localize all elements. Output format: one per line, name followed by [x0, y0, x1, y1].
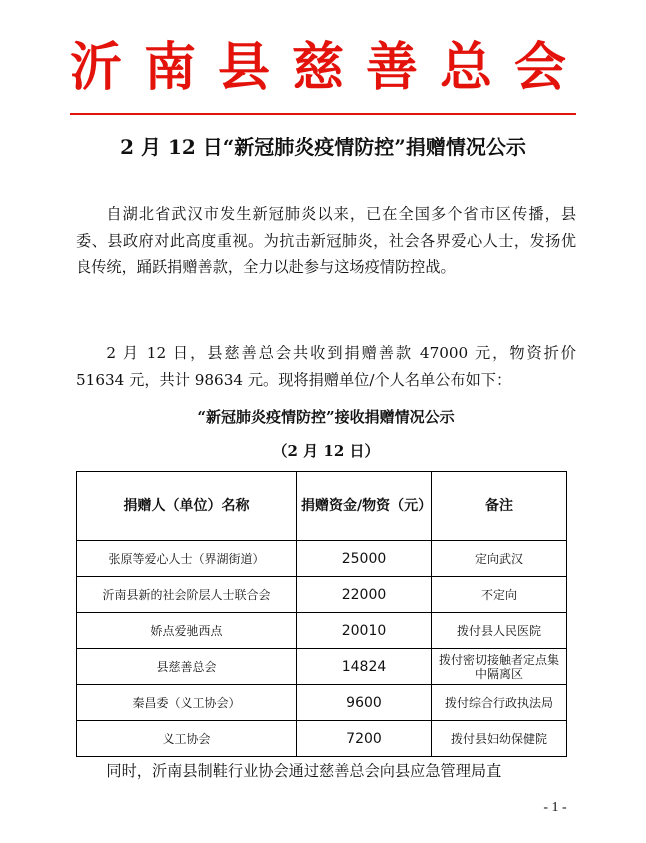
amount-cell: 7200: [297, 721, 432, 757]
note-cell: 定向武汉: [432, 541, 567, 577]
table-header-row: [77, 472, 567, 541]
summary-paragraph: 2 月 12 日，县慈善总会共收到捐赠善款 47000 元，物资折价 51634 元，共计 98634 元。现将捐赠单位/个人名单公布如下：: [76, 344, 576, 389]
amount-cell: 22000: [297, 577, 432, 613]
donor-name-cell: 张原等爱心人士（界湖街道）: [77, 541, 297, 577]
column-header-donor: 捐赠人（单位）名称: [77, 472, 297, 541]
table-row: [77, 577, 567, 613]
donor-name-cell: 县慈善总会: [77, 649, 297, 685]
page-number: - 1 -: [543, 800, 567, 815]
note-cell: 拨付密切接触者定点集中隔离区: [432, 649, 567, 685]
note-cell: 不定向: [432, 577, 567, 613]
red-divider-line: [70, 113, 576, 115]
note-cell: 拨付县妇幼保健院: [432, 721, 567, 757]
donor-name-cell: 娇点爱驰西点: [77, 613, 297, 649]
donor-name-cell: 义工协会: [77, 721, 297, 757]
table-row: [77, 721, 567, 757]
note-cell: 拨付综合行政执法局: [432, 685, 567, 721]
letterhead: 沂南县慈善总会: [70, 37, 589, 98]
donor-name-cell: 沂南县新的社会阶层人士联合会: [77, 577, 297, 613]
document-title: 2 月 12 日“新冠肺炎疫情防控”捐赠情况公示: [120, 135, 526, 159]
column-header-note: 备注: [432, 472, 567, 541]
column-header-amount: 捐赠资金/物资（元）: [297, 472, 432, 541]
table-row: [77, 613, 567, 649]
intro-paragraph: 自湖北省武汉市发生新冠肺炎以来，已在全国多个省市区传播，县委、县政府对此高度重视。为抗击新冠肺炎，社会各界爱心人士，发扬优良传统，踊跃捐赠善款，全力以赴参与这场疫情防控战。: [76, 205, 576, 276]
note-cell: 拨付县人民医院: [432, 613, 567, 649]
table-date: （2 月 12 日）: [272, 442, 380, 460]
amount-cell: 20010: [297, 613, 432, 649]
amount-cell: 14824: [297, 649, 432, 685]
amount-cell: 25000: [297, 541, 432, 577]
table-row: [77, 649, 567, 685]
table-row: [77, 685, 567, 721]
table-title: “新冠肺炎疫情防控”接收捐赠情况公示: [197, 408, 455, 426]
closing-paragraph: 同时，沂南县制鞋行业协会通过慈善总会向县应急管理局直: [106, 762, 502, 780]
donor-name-cell: 秦昌委（义工协会）: [77, 685, 297, 721]
table-row: [77, 541, 567, 577]
donation-table: [76, 471, 567, 757]
amount-cell: 9600: [297, 685, 432, 721]
